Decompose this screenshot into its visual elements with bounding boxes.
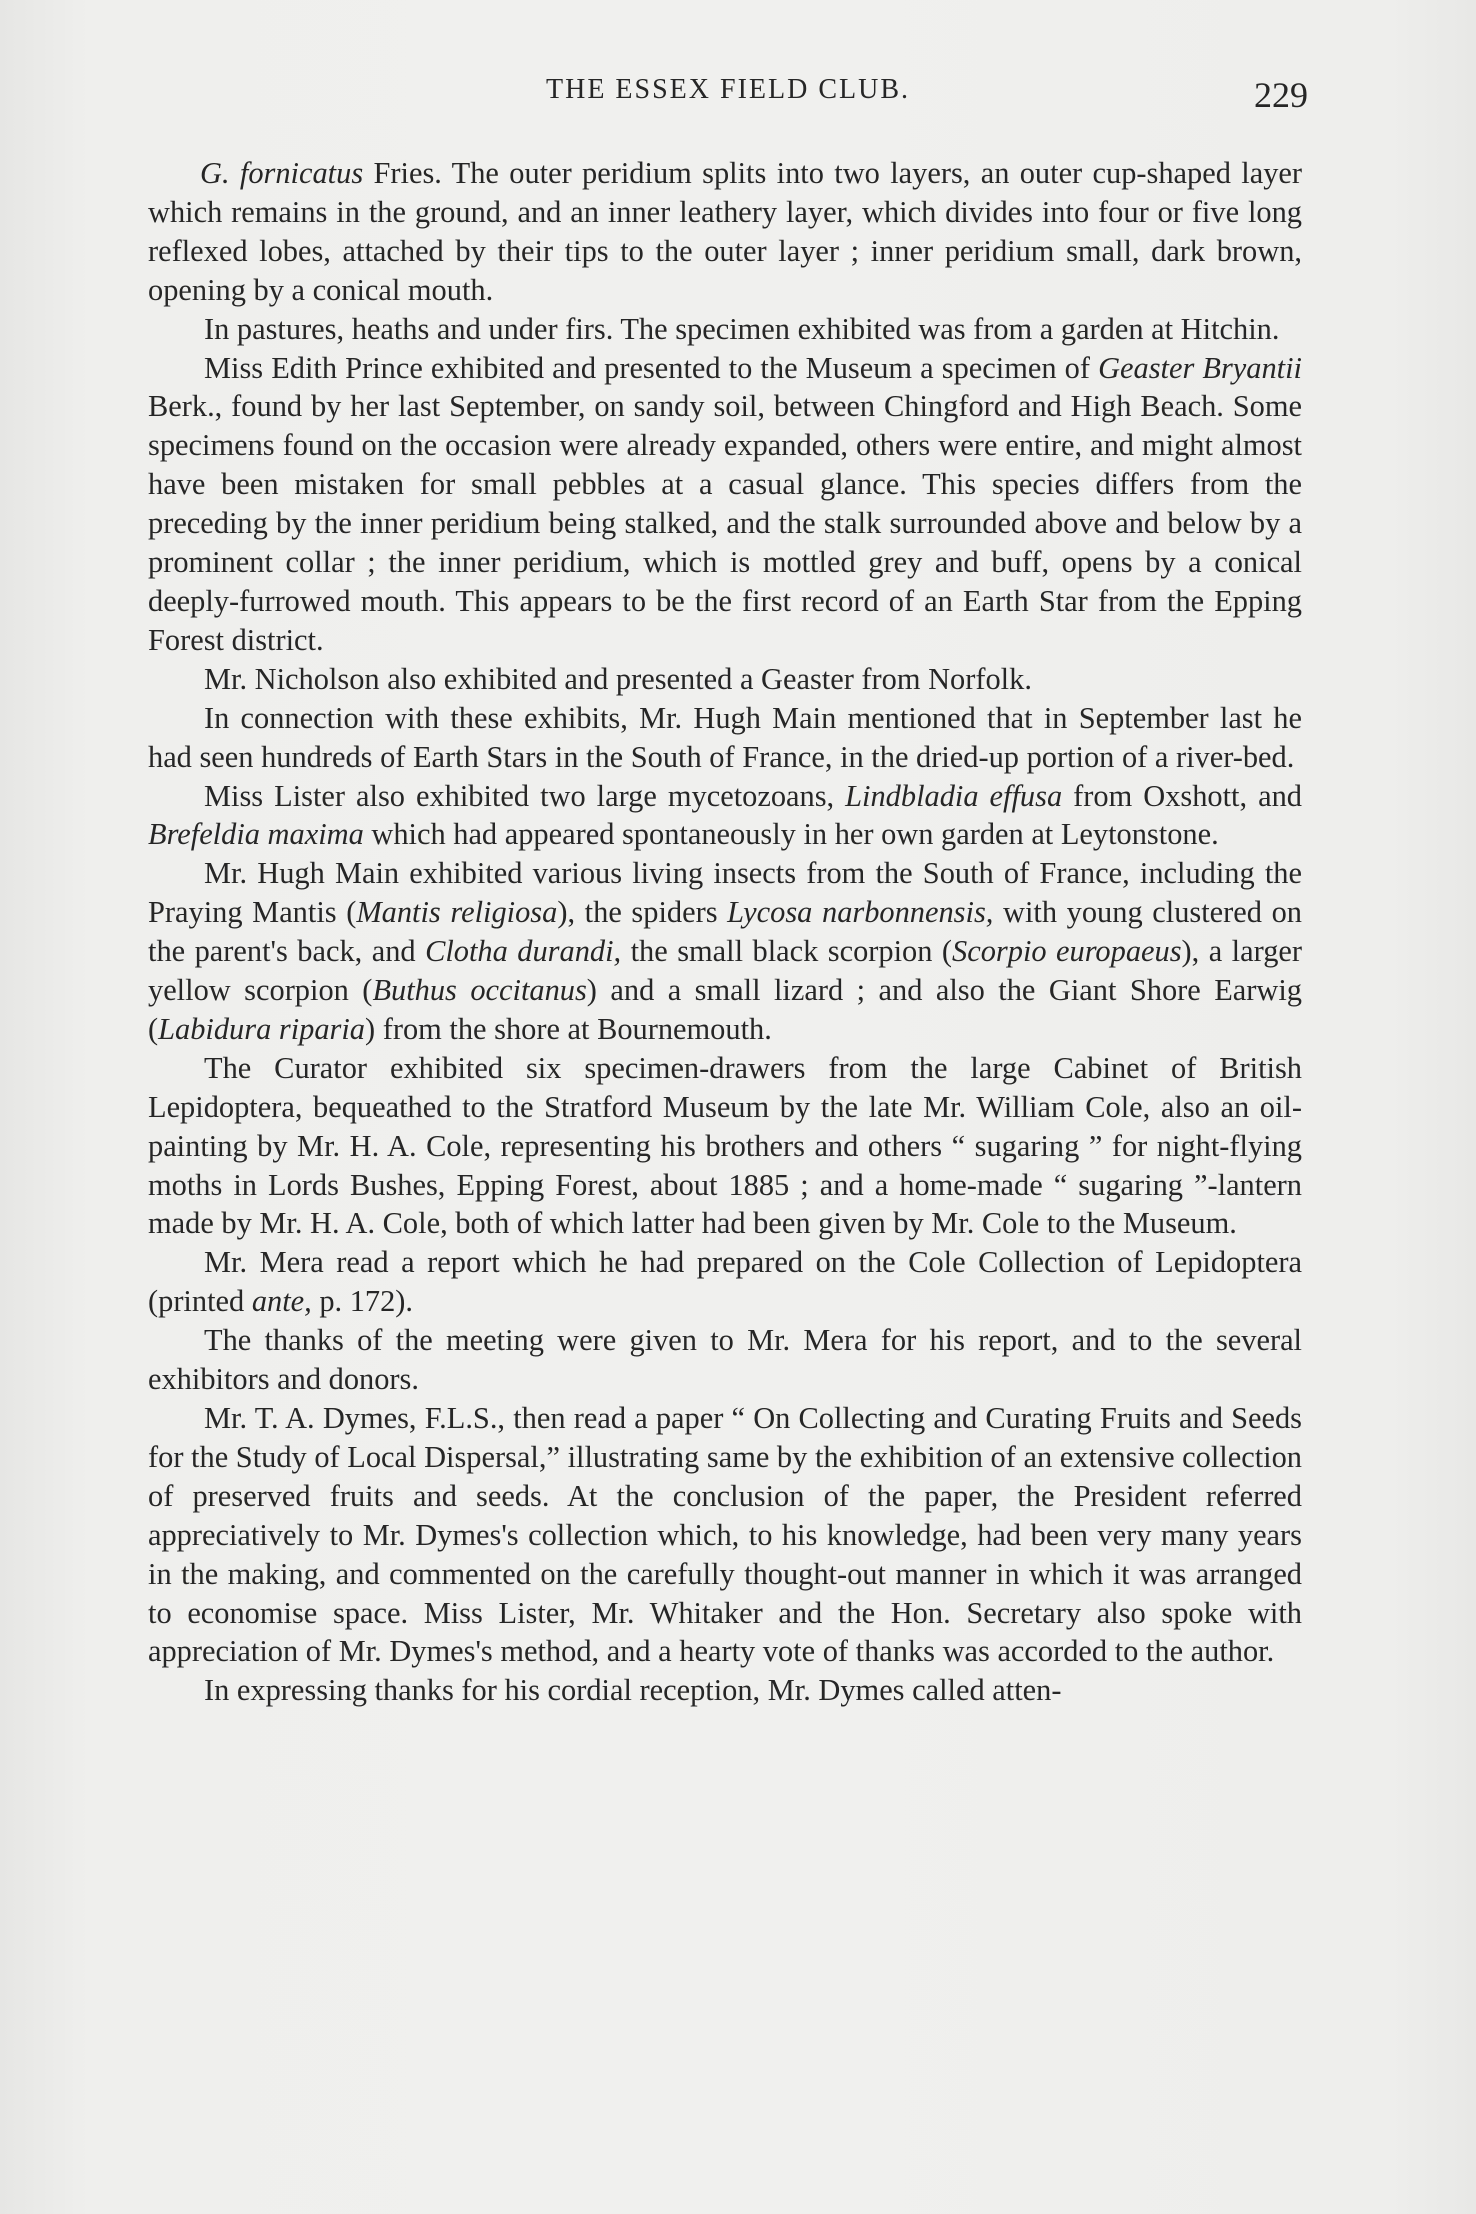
paragraph (148, 699, 1302, 777)
page-number: 229 (1254, 75, 1308, 115)
italic-text: Clotha durandi, (425, 934, 622, 969)
text-run: Miss Edith Prince exhibited and presented to the Museum a specimen of (204, 350, 1099, 385)
text-run: ) and a small lizard ; and also the Giant Shore Earwig ( (148, 973, 1302, 1046)
paragraph (148, 349, 1302, 660)
running-head (148, 74, 1308, 124)
text-run: In expressing thanks for his cordial reception, Mr. Dymes called atten- (204, 1673, 1062, 1708)
italic-text: Buthus occitanus (372, 973, 587, 1008)
italic-text: ante, (251, 1284, 312, 1319)
paragraph (148, 1049, 1302, 1244)
text-run: ), a larger yellow scorpion ( (148, 934, 1302, 1008)
text-run: Berk., found by her last September, on sandy soil, between Chingford and High Beach. Some specimens found on the occasion were already expanded, others were entire, and might almost have been mistaken for small pebbles at a casual glance. This species differs from the preceding by the inner peridium being stalked, and the stalk surrounded above and below by a prominent collar ; the inner peridium, which is mottled grey and buff, opens by a conical deeply-furrowed mouth. This appears to be the first record of an Earth Star from the Epping Forest district. (148, 389, 1302, 657)
paragraph (148, 154, 1302, 310)
italic-text: Mantis religiosa (356, 895, 558, 930)
text-run: Fries. The outer peridium splits into two layers, an outer cup-shaped layer which remains in the ground, and an inner leathery layer, which divides into four or five long reflexed lobes, attached by their tips to the outer layer ; inner peridium small, dark brown, opening by a conical mouth. (148, 156, 1302, 307)
text-run: with young clustered on the parent's back, and (148, 895, 1302, 969)
text-run: p. 172). (311, 1284, 414, 1319)
text-run: The Curator exhibited six specimen-drawers from the large Cabinet of British Lepidoptera, bequeathed to the Stratford Museum by the late Mr. William Cole, also an oil-painting by Mr. H. A. Cole, representing his brothers and others “ sugaring ” for night-flying moths in Lords Bushes, Epping Forest, about 1885 ; and a home-made “ sugaring ”-lantern made by Mr. H. A. Cole, both of which latter had been given by Mr. Cole to the Museum. (148, 1050, 1302, 1241)
italic-text: Brefeldia maxima (148, 817, 364, 852)
italic-text: Labidura riparia (158, 1011, 365, 1046)
text-run: ), the spiders (557, 895, 728, 930)
paragraph (148, 1399, 1302, 1671)
body-text (148, 154, 1302, 1710)
text-run: In pastures, heaths and under firs. The specimen exhibited was from a garden at Hitchin. (204, 311, 1280, 346)
text-run: Mr. Nicholson also exhibited and presented a Geaster from Norfolk. (204, 661, 1032, 696)
paragraph (148, 1321, 1302, 1399)
italic-text: G. fornicatus (200, 156, 364, 190)
text-run: from Oxshott, and (1062, 778, 1302, 813)
italic-text: Lindbladia effusa (845, 778, 1063, 813)
italic-text: Geaster Bryantii (1098, 350, 1302, 385)
text-run: Mr. Hugh Main exhibited various living insects from the South of France, including the Praying Mantis ( (148, 856, 1302, 930)
italic-text: Scorpio europaeus (952, 934, 1182, 969)
running-title: THE ESSEX FIELD CLUB. (546, 74, 910, 105)
text-run: ) from the shore at Bournemouth. (365, 1011, 772, 1046)
text-run: the small black scorpion ( (621, 934, 953, 969)
paragraph (148, 660, 1302, 699)
paragraph (148, 1671, 1302, 1710)
paragraph (148, 310, 1302, 349)
text-run: Mr. Mera read a report which he had prepared on the Cole Collection of Lepidoptera (printed (148, 1245, 1302, 1319)
paragraph (148, 1243, 1302, 1321)
text-run: Mr. T. A. Dymes, F.L.S., then read a paper “ On Collecting and Curating Fruits and Seeds for the Study of Local Dispersal,” illustrating same by the exhibition of an extensive collection of preserved fruits and seeds. At the conclusion of the paper, the President referred appreciatively to Mr. Dymes's collection which, to his knowledge, had been very many years in the making, and commented on the carefully thought-out manner in which it was arranged to economise space. Miss Lister, Mr. Whitaker and the Hon. Secretary also spoke with appreciation of Mr. Dymes's method, and a hearty vote of thanks was accorded to the author. (148, 1401, 1302, 1669)
paragraph (148, 777, 1302, 855)
text-run: The thanks of the meeting were given to Mr. Mera for his report, and to the several exhibitors and donors. (148, 1323, 1302, 1397)
text-run: which had appeared spontaneously in her own garden at Leytonstone. (363, 817, 1219, 852)
text-run: In connection with these exhibits, Mr. Hugh Main mentioned that in September last he had seen hundreds of Earth Stars in the South of France, in the dried-up portion of a river-bed. (148, 700, 1302, 774)
italic-text: Lycosa narbonnensis, (727, 895, 994, 930)
text-run: Miss Lister also exhibited two large mycetozoans, (204, 778, 846, 813)
paragraph (148, 854, 1302, 1049)
